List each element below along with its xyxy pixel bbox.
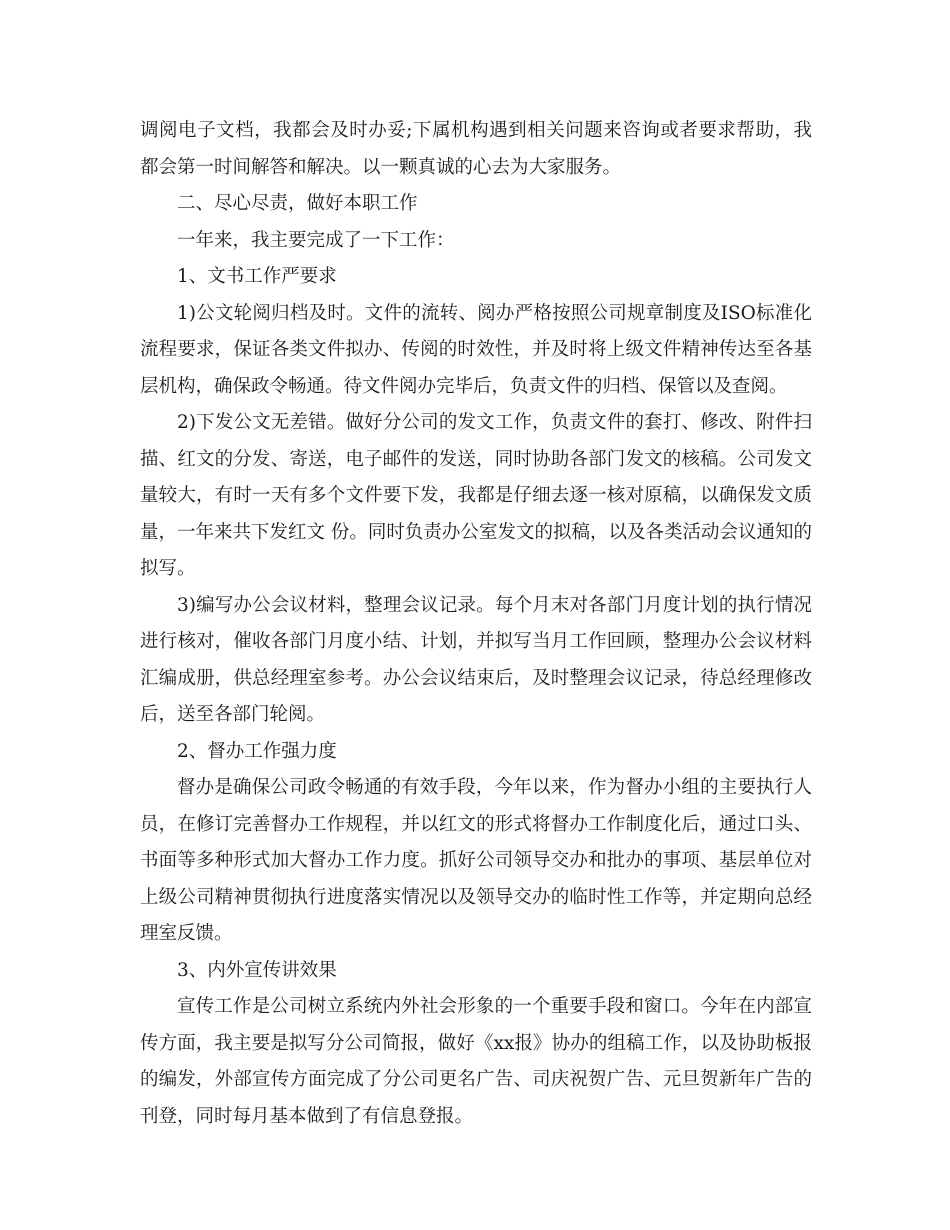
section-heading-2: 二、尽心尽责，做好本职工作 bbox=[177, 193, 418, 214]
paragraph-item-3: 3)编写办公会议材料，整理会议记录。每个月末对各部门月度计划的执行情况进行核对，催收各部门月度小结、计划，并拟写当月工作回顾，整理办公会议材料汇编成册，供总经理室参考。办公会议结束后，及时整理会议记录，待总经理修改后，送至各部门轮阅。 bbox=[140, 594, 812, 725]
document-body bbox=[140, 113, 812, 1135]
paragraph-item-2: 2)下发公文无差错。做好分公司的发文工作，负责文件的套打、修改、附件扫描、红文的分发、寄送，电子邮件的发送，同时协助各部门发文的核稿。公司发文量较大，有时一天有多个文件要下发，我都是仔细去逐一核对原稿，以确保发文质量，一年来共下发红文 份。同时负责办公室发文的拟稿，以及各类活动会议通知的拟写。 bbox=[140, 412, 812, 579]
paragraph-continuation: 调阅电子文档，我都会及时办妥;下属机构遇到相关问题来咨询或者要求帮助，我都会第一时间解答和解决。以一颗真诚的心去为大家服务。 bbox=[140, 120, 812, 178]
paragraph-supervision: 督办是确保公司政令畅通的有效手段，今年以来，作为督办小组的主要执行人员，在修订完善督办工作规程，并以红文的形式将督办工作制度化后，通过口头、书面等多种形式加大督办工作力度。抓好公司领导交办和批办的事项、基层单位对上级公司精神贯彻执行进度落实情况以及领导交办的临时性工作等，并定期向总经理室反馈。 bbox=[140, 777, 812, 944]
paragraph-intro: 一年来，我主要完成了一下工作： bbox=[177, 229, 455, 251]
paragraph-publicity: 宣传工作是公司树立系统内外社会形象的一个重要手段和窗口。今年在内部宣传方面，我主要是拟写分公司简报，做好《xx报》协办的组稿工作，以及协助板报的编发，外部宣传方面完成了分公司更名广告、司庆祝贺广告、元旦贺新年广告的刊登，同时每月基本做到了有信息登报。 bbox=[140, 996, 812, 1127]
paragraph-item-1: 1)公文轮阅归档及时。文件的流转、阅办严格按照公司规章制度及ISO标准化流程要求，保证各类文件拟办、传阅的时效性，并及时将上级文件精神传达至各基层机构，确保政令畅通。待文件阅办完毕后，负责文件的归档、保管以及查阅。 bbox=[140, 302, 812, 397]
subsection-heading-1: 1、文书工作严要求 bbox=[177, 266, 337, 287]
subsection-heading-3: 3、内外宣传讲效果 bbox=[177, 959, 337, 981]
subsection-heading-2: 2、督办工作强力度 bbox=[177, 740, 337, 762]
